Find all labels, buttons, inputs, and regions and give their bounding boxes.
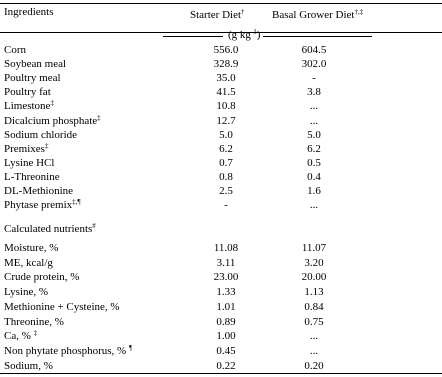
nutrients-grower-value: 11.07 — [301, 242, 327, 254]
nutrients-starter-value: 0.45 — [216, 344, 236, 357]
footnote-mark: ‡ — [44, 141, 49, 150]
nutrients-row-label: Methionine + Cysteine, % — [4, 300, 120, 313]
units-label: (g $kg^{-1}$) — [228, 28, 261, 41]
ingredients-row-label: Corn — [4, 44, 26, 56]
ingredients-row-label: Soybean meal — [4, 58, 67, 71]
ingredients-grower-value: - — [312, 72, 316, 85]
ingredients-grower-value: 1.6 — [307, 185, 321, 197]
ingredients-grower-value: 0.5 — [307, 156, 321, 169]
footnote-mark: # — [92, 222, 96, 230]
ingredients-grower-value: 6.2 — [307, 142, 321, 155]
footnote-mark: ‡ — [33, 329, 38, 338]
footnote-mark: ‡,¶ — [72, 198, 81, 207]
ingredients-row-label: L-Threonine — [4, 170, 60, 183]
ingredients-row-label: Premixes‡ — [4, 141, 49, 155]
nutrients-grower-value: 1.13 — [304, 286, 324, 299]
ingredients-grower-value: 604.5 — [301, 44, 327, 56]
starter-footnote-mark: † — [241, 8, 245, 16]
nutrients-starter-value: 0.89 — [216, 315, 236, 328]
ingredients-grower-value: ... — [309, 199, 319, 212]
ingredients-starter-value: 0.7 — [219, 156, 233, 169]
footnote-mark: ‡ — [50, 99, 54, 108]
ingredients-row-label: DL-Methionine — [4, 185, 74, 197]
nutrients-row-label: Crude protein, % — [4, 271, 80, 284]
ingredients-starter-value: 2.5 — [219, 185, 233, 197]
nutrients-row-label: ME, kcal/g — [4, 256, 53, 269]
ingredients-grower-value: 5.0 — [307, 128, 321, 141]
ingredients-row-label: Poultry meal — [4, 72, 61, 85]
grower-footnote-mark: †,‡ — [354, 8, 364, 16]
nutrients-grower-value: ... — [309, 330, 319, 343]
grower-diet-header: Basal Grower Diet†,‡ — [272, 8, 364, 21]
bottom-rule — [0, 373, 442, 374]
ingredients-starter-value: 10.8 — [216, 100, 236, 113]
footnote-mark: ‡ — [97, 113, 101, 122]
nutrients-grower-value: 0.75 — [304, 315, 324, 328]
nutrients-starter-value: 23.00 — [213, 271, 239, 284]
nutrients-row-label: Ca, % ‡ — [4, 329, 38, 343]
header-bottom-rule — [0, 32, 442, 33]
starter-units-rule — [163, 36, 223, 37]
nutrients-row-label: Lysine, % — [4, 286, 48, 299]
nutrients-starter-value: 0.22 — [216, 359, 236, 372]
nutrients-grower-value: 20.00 — [301, 271, 327, 284]
calculated-nutrients-title: Calculated nutrients# — [4, 222, 96, 235]
nutrients-grower-value: 3.20 — [304, 256, 324, 269]
ingredients-grower-value: 0.4 — [307, 170, 321, 183]
nutrients-starter-value: 1.33 — [216, 286, 236, 299]
nutrients-starter-value: 3.11 — [216, 256, 236, 269]
nutrients-grower-value: ... — [309, 344, 319, 357]
nutrients-row-label: Threonine, % — [4, 315, 64, 328]
ingredients-starter-value: 41.5 — [216, 86, 236, 99]
nutrients-grower-value: 0.20 — [304, 359, 324, 372]
ingredients-row-label: Sodium chloride — [4, 128, 78, 141]
ingredients-grower-value: ... — [309, 114, 319, 127]
ingredients-row-label: Phytase premix‡,¶ — [4, 198, 81, 212]
ingredients-row-label: Dicalcium phosphate‡ — [4, 113, 101, 127]
ingredients-starter-value: - — [224, 199, 228, 212]
ingredients-grower-value: 302.0 — [301, 58, 327, 71]
nutrients-row-label: Moisture, % — [4, 242, 59, 254]
ingredients-starter-value: 12.7 — [216, 114, 236, 127]
ingredients-grower-value: 3.8 — [307, 86, 321, 99]
nutrients-starter-value: 11.08 — [213, 242, 239, 254]
ingredients-starter-value: 6.2 — [219, 142, 233, 155]
starter-diet-header: Starter Diet† — [190, 8, 245, 21]
ingredients-row-label: Lysine HCl — [4, 156, 55, 169]
nutrients-row-label: Sodium, % — [4, 359, 53, 372]
ingredients-starter-value: 556.0 — [213, 44, 239, 56]
ingredients-starter-value: 35.0 — [216, 72, 236, 85]
ingredients-row-label: Poultry fat — [4, 86, 51, 99]
ingredients-starter-value: 328.9 — [213, 58, 239, 71]
ingredients-starter-value: 0.8 — [219, 170, 233, 183]
nutrients-row-label: Non phytate phosphorus, % ¶ — [4, 343, 133, 357]
nutrients-starter-value: 1.01 — [216, 300, 236, 313]
nutrients-grower-value: 0.84 — [304, 300, 324, 313]
top-rule — [0, 3, 442, 4]
grower-units-rule — [263, 36, 372, 37]
ingredients-starter-value: 5.0 — [219, 128, 233, 141]
nutrients-starter-value: 1.00 — [216, 330, 236, 343]
ingredients-row-label: Limestone‡ — [4, 99, 54, 113]
ingredients-grower-value: ... — [309, 100, 319, 113]
footnote-mark: ¶ — [128, 343, 133, 352]
ingredients-header: Ingredients — [4, 6, 54, 18]
